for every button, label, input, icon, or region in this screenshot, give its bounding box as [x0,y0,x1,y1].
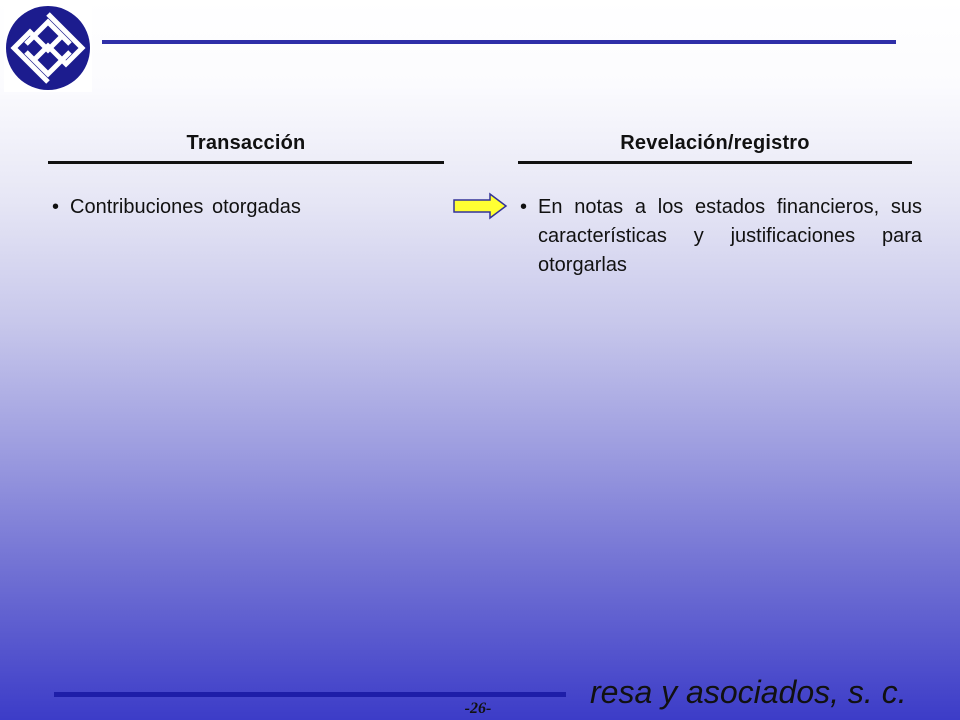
interlocking-squares-logo-icon [4,4,92,92]
footer-divider [54,692,566,697]
top-divider [102,40,896,44]
company-logo [4,4,92,92]
page-number: -26- [464,700,492,717]
disclosure-header-underline [518,161,912,164]
bullet-marker: • [520,196,528,218]
transaction-item-text: Contribuciones otorgadas [70,196,301,218]
disclosure-item-text: En notas a los estados financieros, sus características y justificaciones para otorgarlas [538,196,922,276]
footer-brand-text: resa y asociados, s. c. [590,674,907,710]
transaction-column-header: Transacción [186,132,306,154]
right-arrow-icon [452,192,510,220]
transaction-item [52,193,432,223]
bullet-marker: • [52,196,60,218]
disclosure-column-header: Revelación/registro [620,132,810,154]
disclosure-item [520,193,922,285]
transaction-header-underline [48,161,444,164]
